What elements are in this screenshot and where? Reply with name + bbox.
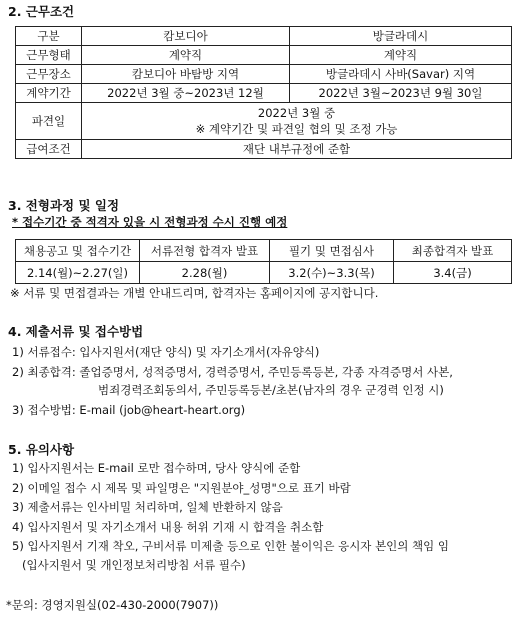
header-cell: 최종합격자 발표 [394,240,512,262]
row-label: 근무형태 [16,46,82,65]
list-item: 5) 입사지원서 기재 착오, 구비서류 미제출 등으로 인한 불이익은 응시자 본인의 책임 임 [12,539,450,553]
cambodia-cell: 캄보디아 바탐방 지역 [82,65,290,84]
schedule-cell: 3.2(수)~3.3(목) [270,262,394,284]
bangladesh-cell: 2022년 3월~2023년 9월 30일 [290,84,512,103]
cambodia-cell: 2022년 3월 중~2023년 12월 [82,84,290,103]
schedule-note: ※ 서류 및 면접결과는 개별 안내드리며, 합격자는 홈페이지에 공지합니다. [10,286,379,300]
list-item: 2) 최종합격: 졸업증명서, 성적증명서, 경력증명서, 주민등록등본, 각종 자격증명서 사본, [12,365,453,379]
salary-cell: 재단 내부규정에 준함 [82,140,512,159]
process-subnote-text: * 접수기간 중 적격자 있을 시 전형과정 수시 진행 예정 [12,215,288,229]
process-subnote [12,214,287,230]
dispatch-cell [82,103,512,140]
dispatch-line2: ※ 계약기간 및 파견일 협의 및 조정 가능 [195,122,398,136]
schedule-cell: 2.28(월) [140,262,270,284]
schedule-table [15,239,512,284]
contact-info: *문의: 경영지원실(02-430-2000(7907)) [6,598,219,612]
table-row [16,103,512,140]
work-conditions-table [15,26,512,159]
row-label: 근무장소 [16,65,82,84]
section2-title: 2. 근무조건 [8,4,75,19]
row-label: 급여조건 [16,140,82,159]
section4-title: 4. 제출서류 및 접수방법 [8,324,144,339]
list-item: 2) 이메일 접수 시 제목 및 파일명은 "지원분야_성명"으로 표기 바람 [12,481,351,495]
cambodia-cell: 계약직 [82,46,290,65]
row-label: 파견일 [16,103,82,140]
row-label: 계약기간 [16,84,82,103]
schedule-cell: 2.14(월)~2.27(일) [16,262,140,284]
table-row [16,46,512,65]
table-row [16,65,512,84]
section3-title: 3. 전형과정 및 일정 [8,198,120,213]
list-item-continued: (입사지원서 및 개인정보처리방침 서류 필수) [22,558,246,572]
list-item: 4) 입사지원서 및 자기소개서 내용 허위 기재 시 합격을 취소함 [12,520,324,534]
table-row [16,262,512,284]
bangladesh-cell: 방글라데시 사바(Savar) 지역 [290,65,512,84]
list-item: 1) 입사지원서는 E-mail 로만 접수하며, 당사 양식에 준함 [12,461,301,475]
header-cell: 필기 및 면접심사 [270,240,394,262]
header-cell: 캄보디아 [82,27,290,46]
schedule-cell: 3.4(금) [394,262,512,284]
header-cell: 서류전형 합격자 발표 [140,240,270,262]
list-item: 1) 서류접수: 입사지원서(재단 양식) 및 자기소개서(자유양식) [12,345,320,359]
list-item: 3) 제출서류는 인사비밀 처리하며, 일체 반환하지 않음 [12,500,283,514]
list-item: 3) 접수방법: E-mail (job@heart-heart.org) [12,403,246,417]
table-header-row [16,27,512,46]
list-item-continued: 범죄경력조회동의서, 주민등록등본/초본(남자의 경우 군경력 인정 시) [98,383,444,397]
table-row [16,84,512,103]
table-header-row [16,240,512,262]
header-cell: 채용공고 및 접수기간 [16,240,140,262]
bangladesh-cell: 계약직 [290,46,512,65]
header-cell: 방글라데시 [290,27,512,46]
dispatch-line1: 2022년 3월 중 [257,106,336,120]
section5-title: 5. 유의사항 [8,442,75,457]
table-row [16,140,512,159]
header-cell: 구분 [16,27,82,46]
